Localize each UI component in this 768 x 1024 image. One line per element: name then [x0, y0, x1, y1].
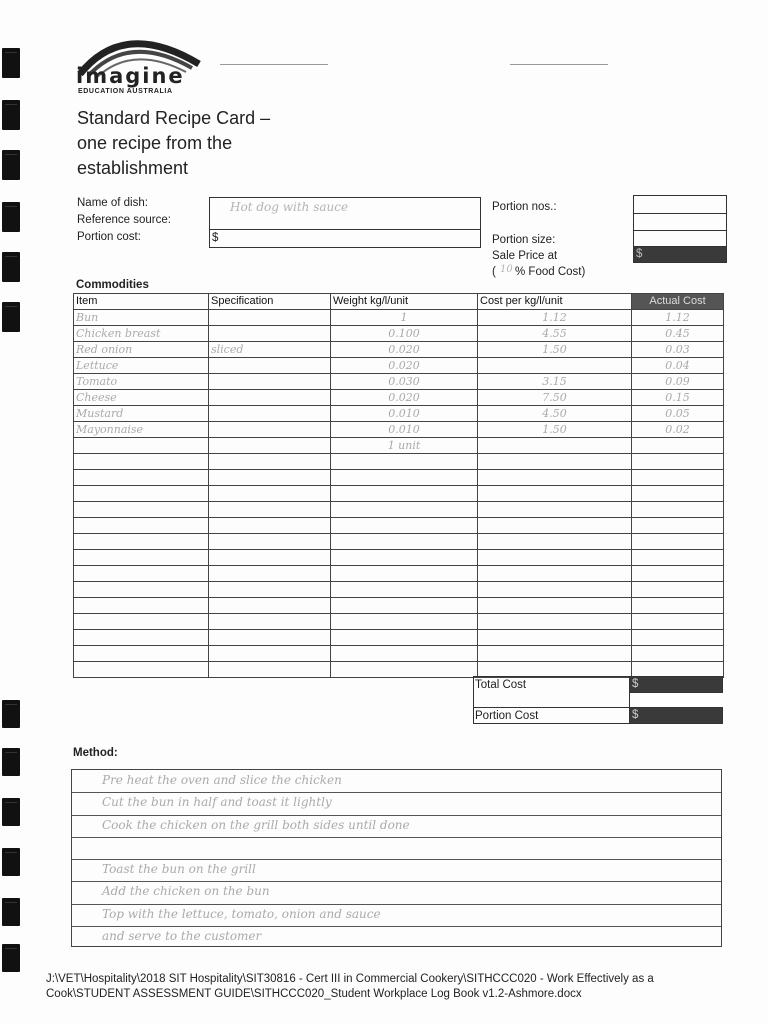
- total-cost-label: Total Cost: [475, 679, 527, 691]
- table-cell-empty[interactable]: [478, 502, 632, 518]
- method-rule: [72, 815, 721, 816]
- binder-strip: [2, 848, 20, 876]
- food-cost-label: % Food Cost): [515, 266, 586, 278]
- table-cell-item[interactable]: Mayonnaise: [74, 422, 209, 438]
- method-line: Top with the lettuce, tomato, onion and sauce: [102, 906, 381, 921]
- table-cell-weight[interactable]: 1: [331, 310, 478, 326]
- table-row: [74, 614, 724, 630]
- table-cell-item[interactable]: Bun: [74, 310, 209, 326]
- table-cell-spec[interactable]: [209, 326, 331, 342]
- portion-nos-field[interactable]: [633, 195, 727, 214]
- binder-strip: [2, 100, 20, 130]
- table-cell-empty[interactable]: [331, 550, 478, 566]
- dish-name-handwriting: Hot dog with sauce: [230, 200, 349, 214]
- column-header: Cost per kg/l/unit: [478, 294, 632, 310]
- method-line: Pre heat the oven and slice the chicken: [102, 773, 342, 787]
- table-cell-empty[interactable]: [632, 646, 724, 662]
- logo-subtitle: EDUCATION AUSTRALIA: [78, 88, 173, 95]
- table-row: [74, 582, 724, 598]
- table-row: [74, 550, 724, 566]
- table-cell-empty[interactable]: [209, 518, 331, 534]
- method-rule: [72, 837, 721, 838]
- table-cell-empty[interactable]: [331, 534, 478, 550]
- table-cell-empty[interactable]: [331, 470, 478, 486]
- table-row: [74, 502, 724, 518]
- table-row: [74, 486, 724, 502]
- binder-strip: [2, 252, 20, 282]
- header-rule: [220, 64, 328, 65]
- table-cell-cost[interactable]: 4.50: [478, 406, 632, 422]
- table-cell-spec[interactable]: [209, 358, 331, 374]
- table-cell-empty[interactable]: [209, 646, 331, 662]
- table-cell-actual[interactable]: 0.15: [632, 390, 724, 406]
- table-cell-empty[interactable]: [74, 646, 209, 662]
- portion-nos-label: Portion nos.:: [492, 201, 557, 213]
- portion-cost-total-label: Portion Cost: [475, 710, 539, 722]
- title-line: Standard Recipe Card –: [77, 108, 271, 128]
- table-row: [74, 646, 724, 662]
- table-cell-empty[interactable]: [209, 454, 331, 470]
- binder-strip: [2, 944, 20, 972]
- table-cell-spec[interactable]: [209, 422, 331, 438]
- binder-strip: [2, 700, 20, 728]
- table-cell-empty[interactable]: [74, 614, 209, 630]
- binder-strip: [2, 748, 20, 776]
- method-box[interactable]: [71, 769, 722, 947]
- portion-cost-total-dollar: $: [632, 709, 639, 721]
- table-cell-item[interactable]: Red onion: [74, 342, 209, 358]
- table-row: [74, 326, 724, 342]
- table-header-row: [74, 294, 724, 310]
- table-cell-item[interactable]: [74, 438, 209, 454]
- title-line: establishment: [77, 158, 189, 178]
- table-cell-empty[interactable]: [478, 486, 632, 502]
- table-cell-actual[interactable]: 0.03: [632, 342, 724, 358]
- table-cell-actual[interactable]: 1.12: [632, 310, 724, 326]
- table-cell-cost[interactable]: 1.12: [478, 310, 632, 326]
- table-cell-item[interactable]: Cheese: [74, 390, 209, 406]
- table-cell-empty[interactable]: [209, 550, 331, 566]
- table-cell-empty[interactable]: [632, 470, 724, 486]
- table-cell-actual[interactable]: 0.05: [632, 406, 724, 422]
- portion-size-field[interactable]: [633, 213, 727, 231]
- sale-price-dollar: $: [636, 248, 643, 260]
- portion-cost-field[interactable]: [209, 229, 481, 248]
- table-cell-spec[interactable]: [209, 438, 331, 454]
- table-cell-actual[interactable]: [632, 438, 724, 454]
- table-cell-empty[interactable]: [331, 598, 478, 614]
- table-cell-empty[interactable]: [331, 454, 478, 470]
- table-row: [74, 358, 724, 374]
- table-row: [74, 438, 724, 454]
- table-cell-empty[interactable]: [331, 662, 478, 678]
- binder-strip: [2, 798, 20, 826]
- column-header: Actual Cost: [632, 294, 724, 310]
- table-cell-empty[interactable]: [478, 598, 632, 614]
- table-cell-empty[interactable]: [74, 470, 209, 486]
- sale-price-label: Sale Price at: [492, 250, 558, 262]
- binder-strip: [2, 202, 20, 232]
- portion-cost-dollar: $: [212, 232, 219, 244]
- table-cell-empty[interactable]: [632, 582, 724, 598]
- table-cell-empty[interactable]: [478, 582, 632, 598]
- table-cell-empty[interactable]: [632, 614, 724, 630]
- table-cell-empty[interactable]: [331, 502, 478, 518]
- food-cost-open: (: [492, 266, 496, 278]
- table-cell-empty[interactable]: [74, 566, 209, 582]
- method-rule: [72, 792, 721, 793]
- table-row: [74, 342, 724, 358]
- table-cell-empty[interactable]: [74, 534, 209, 550]
- table-row: [74, 374, 724, 390]
- table-cell-empty[interactable]: [331, 614, 478, 630]
- table-row: [74, 518, 724, 534]
- table-cell-empty[interactable]: [331, 486, 478, 502]
- table-cell-empty[interactable]: [632, 518, 724, 534]
- table-cell-cost[interactable]: 3.15: [478, 374, 632, 390]
- method-line: Toast the bun on the grill: [102, 862, 256, 876]
- method-line: Add the chicken on the bun: [102, 884, 270, 899]
- table-cell-empty[interactable]: [478, 454, 632, 470]
- table-cell-empty[interactable]: [209, 566, 331, 582]
- table-cell-empty[interactable]: [478, 470, 632, 486]
- method-rule: [72, 926, 721, 927]
- binder-strip: [2, 898, 20, 926]
- table-cell-weight[interactable]: 0.100: [331, 326, 478, 342]
- table-row: [74, 534, 724, 550]
- commodities-heading: Commodities: [76, 279, 149, 291]
- total-cost-field[interactable]: [629, 676, 723, 693]
- table-cell-weight[interactable]: 0.020: [331, 390, 478, 406]
- table-cell-empty[interactable]: [478, 518, 632, 534]
- table-cell-spec[interactable]: sliced: [209, 342, 331, 358]
- table-cell-empty[interactable]: [209, 486, 331, 502]
- column-header: Specification: [209, 294, 331, 310]
- binder-strip: [2, 48, 20, 78]
- commodities-table: [73, 293, 724, 678]
- table-cell-spec[interactable]: [209, 406, 331, 422]
- table-cell-empty[interactable]: [209, 582, 331, 598]
- table-cell-empty[interactable]: [74, 518, 209, 534]
- table-cell-empty[interactable]: [74, 486, 209, 502]
- header-rule: [510, 64, 608, 65]
- table-cell-item[interactable]: Lettuce: [74, 358, 209, 374]
- table-cell-empty[interactable]: [209, 662, 331, 678]
- table-cell-weight[interactable]: 0.010: [331, 406, 478, 422]
- method-line: and serve to the customer: [102, 928, 262, 943]
- table-row: [74, 566, 724, 582]
- table-row: [74, 310, 724, 326]
- binder-strip: [2, 150, 20, 180]
- table-cell-cost[interactable]: [478, 358, 632, 374]
- table-cell-empty[interactable]: [331, 566, 478, 582]
- table-cell-empty[interactable]: [74, 454, 209, 470]
- table-cell-cost[interactable]: 1.50: [478, 342, 632, 358]
- table-cell-empty[interactable]: [209, 614, 331, 630]
- table-cell-empty[interactable]: [209, 598, 331, 614]
- table-cell-empty[interactable]: [74, 662, 209, 678]
- table-cell-empty[interactable]: [632, 630, 724, 646]
- table-cell-actual[interactable]: 0.02: [632, 422, 724, 438]
- food-cost-percent-handwriting: 10: [500, 264, 513, 275]
- table-cell-cost[interactable]: [478, 438, 632, 454]
- table-cell-empty[interactable]: [632, 566, 724, 582]
- table-cell-empty[interactable]: [74, 630, 209, 646]
- table-cell-spec[interactable]: [209, 390, 331, 406]
- table-cell-empty[interactable]: [331, 582, 478, 598]
- logo-wordmark: imagine: [76, 64, 185, 88]
- table-cell-empty[interactable]: [478, 614, 632, 630]
- sale-price-field[interactable]: [633, 246, 727, 263]
- method-rule: [72, 881, 721, 882]
- table-cell-empty[interactable]: [74, 502, 209, 518]
- table-cell-empty[interactable]: [209, 502, 331, 518]
- table-cell-actual[interactable]: 0.45: [632, 326, 724, 342]
- table-cell-weight[interactable]: 0.010: [331, 422, 478, 438]
- column-header: Item: [74, 294, 209, 310]
- table-cell-empty[interactable]: [331, 630, 478, 646]
- method-rule: [72, 859, 721, 860]
- table-row: [74, 406, 724, 422]
- table-cell-empty[interactable]: [209, 630, 331, 646]
- footer-file-path: J:\VET\Hospitality\2018 SIT Hospitality\SIT30816 - Cert III in Commercial Cookery\SITHCCC020 - Work Effectively as a Cook\STUDENT ASSESSMENT GUIDE\SITHCCC020_Student Workplace Log Book v1.2-Ashmore.docx: [46, 973, 654, 1000]
- method-line: Cook the chicken on the grill both sides until done: [102, 817, 410, 832]
- table-cell-item[interactable]: Tomato: [74, 374, 209, 390]
- table-cell-cost[interactable]: 1.50: [478, 422, 632, 438]
- table-row: [74, 454, 724, 470]
- table-cell-weight[interactable]: 1 unit: [331, 438, 478, 454]
- table-cell-empty[interactable]: [74, 550, 209, 566]
- table-row: [74, 422, 724, 438]
- portion-extra-field[interactable]: [633, 230, 727, 247]
- table-cell-item[interactable]: Mustard: [74, 406, 209, 422]
- table-cell-empty[interactable]: [478, 566, 632, 582]
- reference-source-label: Reference source:: [77, 214, 171, 226]
- table-row: [74, 630, 724, 646]
- column-header: Weight kg/l/unit: [331, 294, 478, 310]
- table-cell-empty[interactable]: [74, 582, 209, 598]
- table-cell-empty[interactable]: [74, 598, 209, 614]
- method-line: Cut the bun in half and toast it lightly: [102, 795, 332, 810]
- table-cell-cost[interactable]: 4.55: [478, 326, 632, 342]
- table-cell-actual[interactable]: 0.04: [632, 358, 724, 374]
- portion-cost-total-field[interactable]: [629, 707, 723, 724]
- table-cell-empty[interactable]: [632, 534, 724, 550]
- table-cell-spec[interactable]: [209, 374, 331, 390]
- table-cell-empty[interactable]: [478, 550, 632, 566]
- portion-size-label: Portion size:: [492, 234, 556, 246]
- table-row: [74, 470, 724, 486]
- name-of-dish-label: Name of dish:: [77, 197, 148, 209]
- table-cell-empty[interactable]: [478, 646, 632, 662]
- table-cell-weight[interactable]: 0.030: [331, 374, 478, 390]
- method-heading: Method:: [73, 747, 118, 759]
- method-rule: [72, 904, 721, 905]
- table-cell-empty[interactable]: [632, 454, 724, 470]
- table-cell-item[interactable]: Chicken breast: [74, 326, 209, 342]
- table-cell-empty[interactable]: [632, 486, 724, 502]
- portion-cost-label: Portion cost:: [77, 231, 141, 243]
- table-cell-empty[interactable]: [478, 630, 632, 646]
- table-cell-weight[interactable]: 0.020: [331, 358, 478, 374]
- table-cell-cost[interactable]: 7.50: [478, 390, 632, 406]
- page-title: [77, 106, 317, 181]
- table-cell-empty[interactable]: [331, 518, 478, 534]
- table-row: [74, 598, 724, 614]
- table-cell-empty[interactable]: [209, 534, 331, 550]
- total-cost-dollar: $: [632, 678, 639, 690]
- table-cell-weight[interactable]: 0.020: [331, 342, 478, 358]
- table-cell-empty[interactable]: [632, 502, 724, 518]
- table-cell-empty[interactable]: [209, 470, 331, 486]
- table-cell-empty[interactable]: [632, 550, 724, 566]
- table-cell-empty[interactable]: [478, 534, 632, 550]
- table-row: [74, 390, 724, 406]
- title-line: one recipe from the: [77, 133, 233, 153]
- table-cell-spec[interactable]: [209, 310, 331, 326]
- table-cell-actual[interactable]: 0.09: [632, 374, 724, 390]
- table-cell-empty[interactable]: [331, 646, 478, 662]
- binder-strip: [2, 302, 20, 332]
- table-cell-empty[interactable]: [632, 598, 724, 614]
